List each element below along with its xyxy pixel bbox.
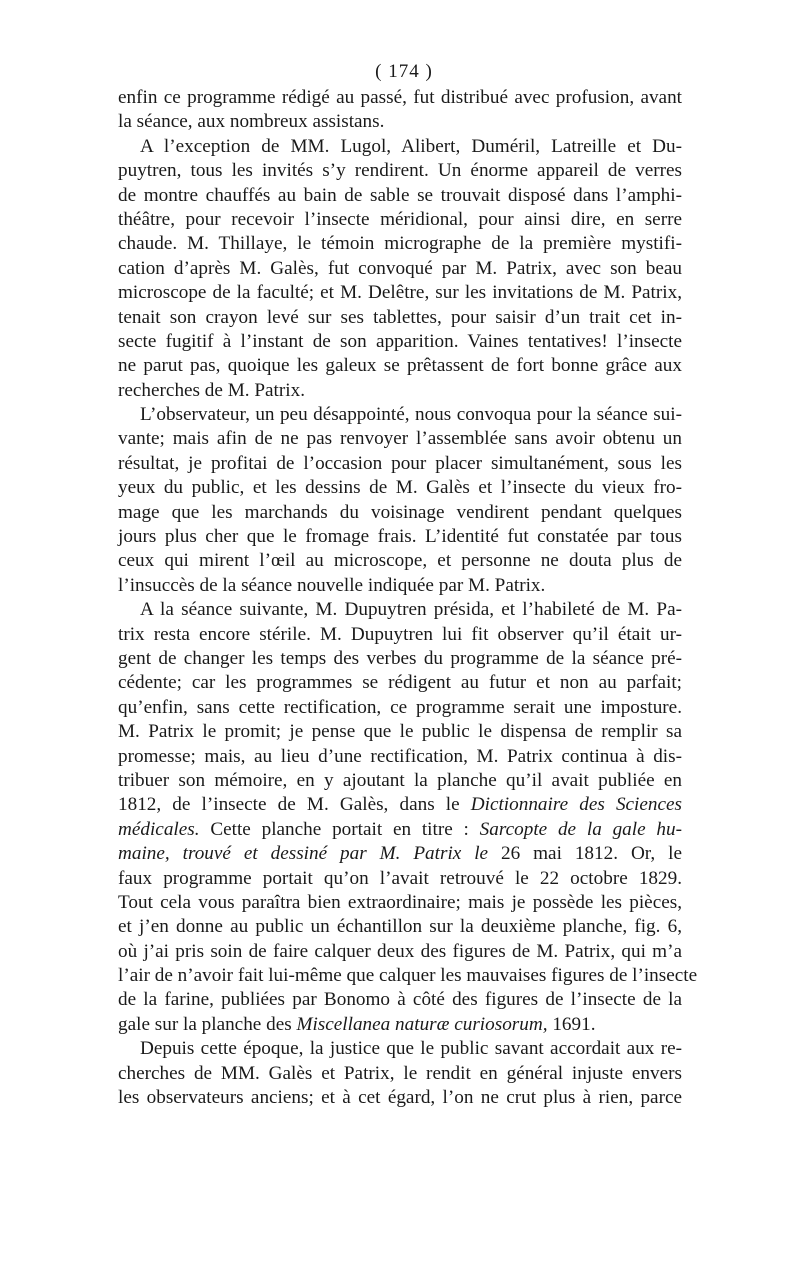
text-line: l’insuccès de la séance nouvelle indiquée par M. Patrix. — [118, 574, 546, 596]
text-line: tribuer son mémoire, en y ajoutant la planche qu’il avait publiée en — [118, 769, 682, 791]
text-line: maine, trouvé et dessiné par M. Patrix le 26 mai 1812. Or, le — [118, 843, 682, 865]
text-line: A la séance suivante, M. Dupuytren présida, et l’habileté de M. Pa- — [140, 599, 682, 621]
text-line: tenait son crayon levé sur ses tablettes, pour saisir d’un trait cet in- — [118, 306, 682, 328]
italic-title: médicales. — [118, 818, 200, 840]
text-line: promesse; mais, au lieu d’une rectification, M. Patrix continua à dis- — [118, 745, 682, 767]
page-number: ( 174 ) — [375, 61, 433, 82]
text-line: de montre chauffés au bain de sable se trouvait disposé dans l’amphi- — [118, 184, 682, 206]
italic-title: Sarcopte de la gale hu- — [479, 818, 682, 840]
text-line: gent de changer les temps des verbes du programme de la séance pré- — [118, 647, 682, 669]
text-line: chaude. M. Thillaye, le témoin micrographe de la première mystifi- — [118, 233, 682, 255]
text-line: vante; mais afin de ne pas renvoyer l’assemblée sans avoir obtenu un — [118, 428, 682, 450]
book-page — [118, 60, 698, 1110]
text-line: enfin ce programme rédigé au passé, fut distribué avec profusion, avant — [118, 87, 682, 108]
text-line: de la farine, publiées par Bonomo à côté des figures de l’insecte de la — [118, 989, 682, 1011]
italic-title: maine, trouvé et dessiné par M. Patrix le — [118, 843, 502, 865]
text-line: cherches de MM. Galès et Patrix, le rendit en général injuste envers — [118, 1062, 682, 1084]
text-line: faux programme portait qu’on l’avait retrouvé le 22 octobre 1829. — [118, 867, 682, 889]
text-line: gale sur la planche des Miscellanea naturæ curiosorum, 1691. — [118, 1013, 596, 1035]
text-line: théâtre, pour recevoir l’insecte méridional, pour ainsi dire, en serre — [118, 208, 682, 230]
text-line: L’observateur, un peu désappointé, nous convoqua pour la séance sui- — [140, 404, 682, 426]
text-line: M. Patrix le promit; je pense que le public le dispensa de remplir sa — [118, 721, 682, 743]
text-line: A l’exception de MM. Lugol, Alibert, Duméril, Latreille et Du- — [140, 135, 682, 157]
text-line: et j’en donne au public un échantillon sur la deuxième planche, fig. 6, — [118, 916, 682, 938]
text-line: résultat, je profitai de l’occasion pour placer simultanément, sous les — [118, 452, 682, 474]
text-block-1 — [118, 86, 682, 793]
text-line: Tout cela vous paraîtra bien extraordinaire; mais je possède les pièces, — [118, 891, 682, 913]
text-block-3 — [118, 1037, 682, 1110]
text-line: ne parut pas, quoique les galeux se prêtassent de fort bonne grâce aux — [118, 355, 682, 377]
text-line: secte fugitif à l’instant de son apparition. Vaines tentatives! l’insecte — [118, 330, 682, 352]
text-line: Depuis cette époque, la justice que le public savant accordait aux re- — [140, 1038, 682, 1060]
text-line: 1812, de l’insecte de M. Galès, dans le Dictionnaire des Sciences — [118, 794, 682, 816]
text-line: la séance, aux nombreux assistans. — [118, 111, 385, 133]
text-line: yeux du public, et les dessins de M. Galès et l’insecte du vieux fro- — [118, 477, 682, 499]
italic-title: Dictionnaire des Sciences — [470, 794, 682, 816]
text-line: trix resta encore stérile. M. Dupuytren lui fit observer qu’il était ur- — [118, 623, 682, 645]
text-line: mage que les marchands du voisinage vendirent pendant quelques — [118, 501, 682, 523]
text-line: cation d’après M. Galès, fut convoqué par M. Patrix, avec son beau — [118, 257, 682, 279]
text-line: médicales. Cette planche portait en titre : Sarcopte de la gale hu- — [118, 818, 682, 840]
text-block-2 — [118, 867, 698, 1013]
text-line: cédente; car les programmes se rédigent au futur et non au parfait; — [118, 672, 682, 694]
text-line: ceux qui mirent l’œil au microscope, et personne ne douta plus de — [118, 550, 682, 572]
text-line: jours plus cher que le fromage frais. L’identité fut constatée par tous — [118, 526, 682, 548]
text-line: qu’enfin, sans cette rectification, ce programme serait une imposture. — [118, 696, 682, 718]
text-line: microscope de la faculté; et M. Delêtre, sur les invitations de M. Patrix, — [118, 282, 682, 304]
text-line: l’air de n’avoir fait lui-même que calquer les mauvaises figures de l’insecte — [118, 965, 698, 987]
text-line: où j’ai pris soin de faire calquer deux des figures de M. Patrix, qui m’a — [118, 940, 682, 962]
italic-title: Miscellanea naturæ curiosorum, — [296, 1013, 548, 1035]
text-line: puytren, tous les invités s’y rendirent. Un énorme appareil de verres — [118, 160, 682, 182]
text-line: recherches de M. Patrix. — [118, 379, 306, 401]
text-line: les observateurs anciens; et à cet égard, l’on ne crut plus à rien, parce — [118, 1087, 682, 1109]
